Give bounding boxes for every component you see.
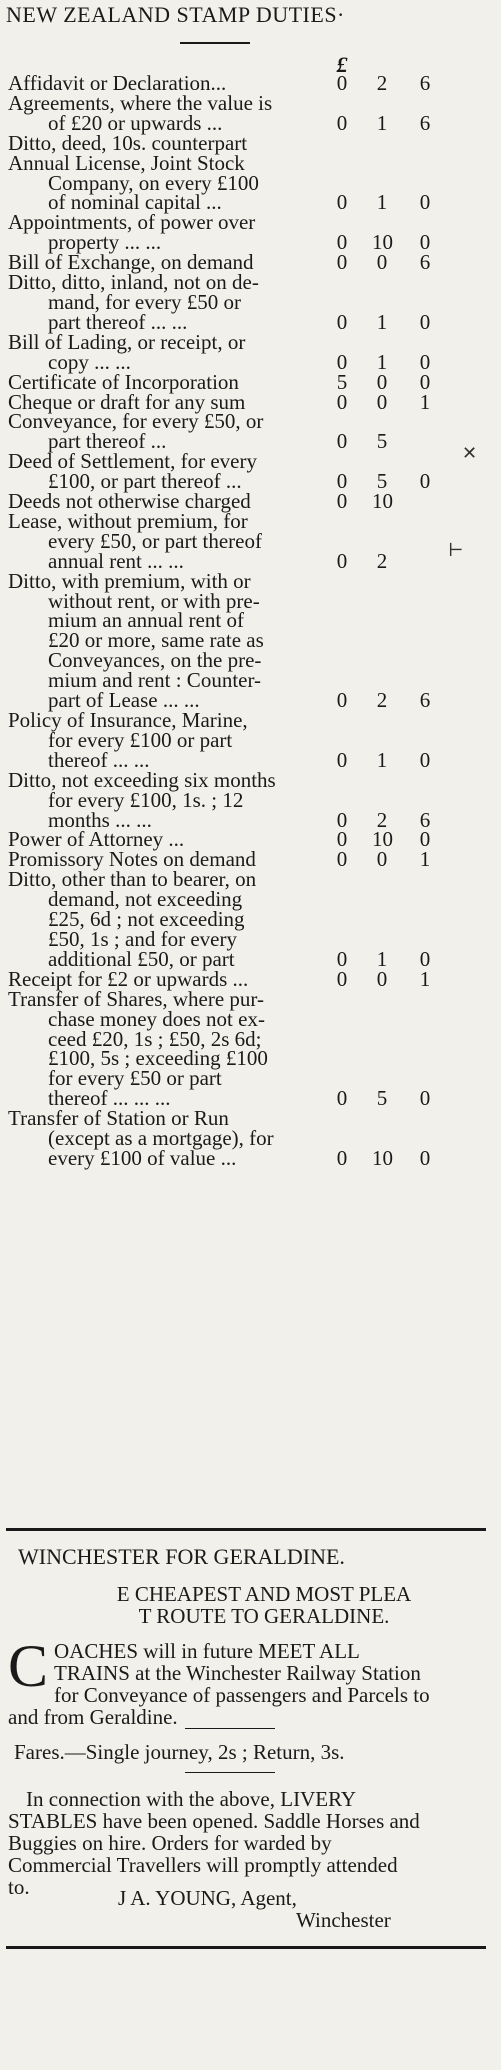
duty-amount bbox=[415, 890, 435, 910]
duty-amount bbox=[415, 711, 435, 731]
duty-amount: 0 bbox=[336, 548, 348, 573]
duty-amount bbox=[332, 711, 352, 731]
bottom-rule bbox=[6, 1946, 486, 1949]
stamp-duties-table bbox=[8, 71, 438, 1170]
duty-amount: 0 bbox=[336, 747, 348, 772]
duty-text: months ... ... bbox=[48, 807, 152, 832]
duty-amount bbox=[332, 1049, 352, 1069]
duty-amount: 1 bbox=[419, 966, 431, 991]
margin-mark: ✕ bbox=[462, 443, 478, 463]
duty-amount bbox=[372, 134, 392, 154]
duty-text: additional £50, or part bbox=[48, 946, 235, 971]
duty-amount: 0 bbox=[419, 230, 431, 255]
duty-text: £25, 6d ; not exceeding bbox=[48, 907, 245, 932]
duty-amount: 5 bbox=[376, 429, 388, 454]
duty-amount: 2 bbox=[376, 688, 388, 713]
duty-amount bbox=[332, 910, 352, 930]
duty-amount bbox=[415, 1049, 435, 1069]
duty-amount: 0 bbox=[419, 190, 431, 215]
duty-text: Conveyance, for every £50, or bbox=[8, 409, 264, 434]
duty-amount bbox=[372, 910, 392, 930]
duty-text: Bill of Exchange, on demand bbox=[8, 250, 254, 275]
duty-amount bbox=[415, 552, 435, 572]
duty-amount bbox=[332, 1109, 352, 1129]
duty-amount bbox=[372, 631, 392, 651]
duty-amount bbox=[415, 492, 435, 512]
duty-amount bbox=[415, 592, 435, 612]
duty-amount bbox=[372, 1030, 392, 1050]
duty-amount bbox=[415, 631, 435, 651]
duty-text: £100, or part thereof ... bbox=[48, 469, 242, 494]
duty-amount bbox=[372, 512, 392, 532]
advert-title: WINCHESTER FOR GERALDINE. bbox=[18, 1544, 345, 1569]
duty-amount bbox=[332, 134, 352, 154]
duty-text: Agreements, where the value is bbox=[8, 90, 273, 115]
duty-amount: 0 bbox=[376, 966, 388, 991]
duty-amount: 2 bbox=[376, 548, 388, 573]
duty-amount bbox=[332, 990, 352, 1010]
duty-text: of £20 or upwards ... bbox=[48, 110, 223, 135]
duty-text: Lease, without premium, for bbox=[8, 508, 248, 533]
duty-text: Ditto, deed, 10s. counterpart bbox=[8, 130, 248, 155]
duty-text: £50, 1s ; and for every bbox=[48, 926, 237, 951]
duty-amount: 6 bbox=[419, 688, 431, 713]
margin-mark: ⊢ bbox=[448, 540, 464, 560]
duty-amount: 0 bbox=[336, 349, 348, 374]
duty-amount bbox=[372, 651, 392, 671]
duty-text: every £100 of value ... bbox=[48, 1145, 237, 1170]
duty-text: thereof ... ... bbox=[48, 747, 150, 772]
stamp-duties-title: NEW ZEALAND STAMP DUTIES· bbox=[6, 2, 345, 27]
dropcap-letter: C bbox=[8, 1633, 49, 1699]
duty-amount bbox=[372, 572, 392, 592]
duty-amount bbox=[372, 154, 392, 174]
duty-text: Certificate of Incorporation bbox=[8, 369, 239, 394]
duty-amount: 5 bbox=[376, 469, 388, 494]
duty-amount bbox=[415, 512, 435, 532]
duty-amount bbox=[415, 611, 435, 631]
duty-text: Company, on every £100 bbox=[48, 170, 259, 195]
duty-amount bbox=[415, 870, 435, 890]
duty-text: chase money does not ex- bbox=[48, 1006, 265, 1031]
duty-amount: 6 bbox=[419, 71, 431, 95]
duty-amount: 2 bbox=[376, 807, 388, 832]
duty-amount bbox=[372, 1010, 392, 1030]
duty-amount bbox=[415, 1109, 435, 1129]
duty-amount bbox=[415, 771, 435, 791]
duty-row bbox=[8, 1145, 438, 1170]
duty-amount: 0 bbox=[336, 190, 348, 215]
duty-amount bbox=[372, 611, 392, 631]
duty-text: annual rent ... ... bbox=[48, 548, 184, 573]
duty-text: copy ... ... bbox=[48, 349, 131, 374]
duty-amount bbox=[415, 134, 435, 154]
duty-text: Conveyances, on the pre- bbox=[48, 648, 262, 673]
duty-amount: 0 bbox=[376, 250, 388, 275]
duty-text: Affidavit or Declaration... bbox=[8, 71, 227, 95]
duty-amount bbox=[332, 611, 352, 631]
duty-amount: 0 bbox=[336, 429, 348, 454]
duty-text: Ditto, other than to bearer, on bbox=[8, 867, 257, 892]
duty-text: Promissory Notes on demand bbox=[8, 847, 256, 872]
duty-amount bbox=[415, 1010, 435, 1030]
duty-amount bbox=[415, 432, 435, 452]
duty-amount bbox=[372, 990, 392, 1010]
duty-amount bbox=[415, 154, 435, 174]
duty-amount bbox=[332, 1010, 352, 1030]
duty-amount bbox=[415, 273, 435, 293]
duty-amount bbox=[372, 890, 392, 910]
duty-amount: 5 bbox=[376, 1086, 388, 1111]
duty-text: property ... ... bbox=[48, 230, 162, 255]
duty-text: Cheque or draft for any sum bbox=[8, 389, 246, 414]
duty-amount: 0 bbox=[419, 369, 431, 394]
duty-text: for every £50 or part bbox=[48, 1066, 222, 1091]
duty-amount: 0 bbox=[336, 71, 348, 95]
duty-text: Power of Attorney ... bbox=[8, 827, 185, 852]
duty-amount bbox=[372, 870, 392, 890]
duty-text: Transfer of Shares, where pur- bbox=[8, 986, 264, 1011]
advert-paragraph-coaches-text: OACHES will in future MEET ALL TRAINS at the Winchester Railway Station for Conveyance of passengers and Parcels to and from Geraldine. bbox=[8, 1639, 430, 1729]
duty-amount bbox=[372, 273, 392, 293]
duty-text: every £50, or part thereof bbox=[48, 528, 262, 553]
duty-amount bbox=[372, 592, 392, 612]
duty-text: Appointments, of power over bbox=[8, 210, 256, 235]
advert-paragraph-coaches bbox=[8, 1633, 433, 1729]
duty-amount: 2 bbox=[376, 71, 388, 95]
duty-amount: 1 bbox=[376, 946, 388, 971]
duty-amount bbox=[332, 870, 352, 890]
duty-amount bbox=[415, 412, 435, 432]
duty-amount: 1 bbox=[419, 389, 431, 414]
advert-subtitle-1: E CHEAPEST AND MOST PLEA bbox=[116, 1582, 412, 1606]
advert-place: Winchester bbox=[296, 1908, 391, 1932]
duty-amount: 0 bbox=[376, 847, 388, 872]
advert-agent: J A. YOUNG, Agent, bbox=[118, 1886, 297, 1910]
advert-paragraph-stables: In connection with the above, LIVERY STABLES have been opened. Saddle Horses and Buggies on hire. Orders for warded by Commercial Travellers will promptly attended to. bbox=[8, 1787, 420, 1899]
duty-text: mand, for every £50 or bbox=[48, 289, 242, 314]
duty-amount: 1 bbox=[376, 190, 388, 215]
duty-amount: 0 bbox=[336, 1086, 348, 1111]
duty-amount: 10 bbox=[372, 489, 393, 514]
duty-amount bbox=[332, 1030, 352, 1050]
duty-amount: 1 bbox=[419, 847, 431, 872]
duty-text: Deed of Settlement, for every bbox=[8, 449, 257, 474]
duty-amount bbox=[332, 771, 352, 791]
duty-text: of nominal capital ... bbox=[48, 190, 222, 215]
duty-amount: 0 bbox=[419, 469, 431, 494]
duty-amount bbox=[415, 910, 435, 930]
duty-text: Ditto, not exceeding six months bbox=[8, 767, 276, 792]
duty-amount: 1 bbox=[376, 309, 388, 334]
duty-amount bbox=[332, 592, 352, 612]
duty-text: part of Lease ... ... bbox=[48, 688, 200, 713]
duty-amount: 10 bbox=[372, 827, 393, 852]
duty-amount bbox=[332, 890, 352, 910]
duty-amount: 0 bbox=[336, 110, 348, 135]
duty-amount bbox=[332, 154, 352, 174]
duty-amount: 0 bbox=[336, 807, 348, 832]
duty-amount: 6 bbox=[419, 110, 431, 135]
duty-text: mium an annual rent of bbox=[48, 608, 244, 633]
duty-amount bbox=[415, 990, 435, 1010]
duty-amount: 0 bbox=[336, 469, 348, 494]
duty-text: Policy of Insurance, Marine, bbox=[8, 708, 248, 732]
duty-text: Deeds not otherwise charged bbox=[8, 489, 251, 514]
section-rule bbox=[6, 1528, 486, 1531]
duty-amount: 0 bbox=[419, 309, 431, 334]
duty-text: thereof ... ... ... bbox=[48, 1086, 171, 1111]
duty-text: Bill of Lading, or receipt, or bbox=[8, 329, 246, 354]
duty-text: for every £100, 1s. ; 12 bbox=[48, 787, 244, 812]
duty-amount: 0 bbox=[336, 309, 348, 334]
duty-text: ceed £20, 1s ; £50, 2s 6d; bbox=[48, 1026, 262, 1051]
duty-amount: 0 bbox=[336, 688, 348, 713]
duty-amount: 0 bbox=[419, 1145, 431, 1170]
duty-amount: 0 bbox=[336, 389, 348, 414]
duty-text: part thereof ... bbox=[48, 429, 167, 454]
duty-text: Ditto, ditto, inland, not on de- bbox=[8, 270, 259, 295]
duty-amount: 0 bbox=[336, 1145, 348, 1170]
duty-amount: 6 bbox=[419, 250, 431, 275]
duty-amount bbox=[332, 631, 352, 651]
advert-rule bbox=[185, 1772, 275, 1773]
duty-amount bbox=[415, 1030, 435, 1050]
duty-amount bbox=[372, 1109, 392, 1129]
duty-text: Annual License, Joint Stock bbox=[8, 150, 245, 175]
duty-text: Receipt for £2 or upwards ... bbox=[8, 966, 249, 991]
duty-amount: 10 bbox=[372, 1145, 393, 1170]
duty-amount: 0 bbox=[336, 230, 348, 255]
duty-amount bbox=[332, 273, 352, 293]
duty-amount: 0 bbox=[376, 389, 388, 414]
duty-amount: 1 bbox=[376, 110, 388, 135]
duty-amount: 1 bbox=[376, 349, 388, 374]
duty-text: mium and rent : Counter- bbox=[48, 668, 262, 693]
duty-amount: 5 bbox=[336, 369, 348, 394]
duty-amount: 0 bbox=[336, 966, 348, 991]
duty-amount: 0 bbox=[336, 946, 348, 971]
duty-text: for every £100 or part bbox=[48, 727, 233, 752]
title-rule bbox=[180, 42, 250, 44]
duty-amount: 0 bbox=[336, 827, 348, 852]
duty-amount: 0 bbox=[336, 489, 348, 514]
duty-amount: 6 bbox=[419, 807, 431, 832]
duty-amount: 0 bbox=[376, 369, 388, 394]
duty-amount bbox=[415, 532, 435, 552]
duty-amount: 0 bbox=[419, 747, 431, 772]
duty-amount: 0 bbox=[336, 250, 348, 275]
duty-amount bbox=[332, 572, 352, 592]
duty-text: demand, not exceeding bbox=[48, 887, 243, 912]
duty-amount bbox=[332, 512, 352, 532]
duty-amount: 0 bbox=[419, 1086, 431, 1111]
advert-subtitle-2: T ROUTE TO GERALDINE. bbox=[138, 1604, 390, 1628]
duty-amount: 0 bbox=[419, 827, 431, 852]
currency-header: £ bbox=[336, 52, 348, 77]
duty-amount: 0 bbox=[419, 946, 431, 971]
advert-fares: Fares.—Single journey, 2s ; Return, 3s. bbox=[14, 1740, 345, 1764]
duty-amount bbox=[372, 771, 392, 791]
duty-amount: 1 bbox=[376, 747, 388, 772]
duty-text: (except as a mortgage), for bbox=[48, 1126, 274, 1151]
duty-amount: 0 bbox=[336, 847, 348, 872]
duty-text: £100, 5s ; exceeding £100 bbox=[48, 1046, 268, 1071]
duty-text: Transfer of Station or Run bbox=[8, 1106, 229, 1131]
duty-text: without rent, or with pre- bbox=[48, 588, 260, 613]
duty-amount bbox=[415, 651, 435, 671]
duty-text: part thereof ... ... bbox=[48, 309, 188, 334]
duty-amount: 0 bbox=[419, 349, 431, 374]
duty-text: Ditto, with premium, with or bbox=[8, 568, 251, 593]
duty-amount: 10 bbox=[372, 230, 393, 255]
duty-text: £20 or more, same rate as bbox=[48, 628, 264, 653]
duty-amount bbox=[332, 651, 352, 671]
advert-rule bbox=[185, 1728, 275, 1729]
duty-amount bbox=[372, 1049, 392, 1069]
duty-amount bbox=[372, 711, 392, 731]
duty-amount bbox=[415, 572, 435, 592]
